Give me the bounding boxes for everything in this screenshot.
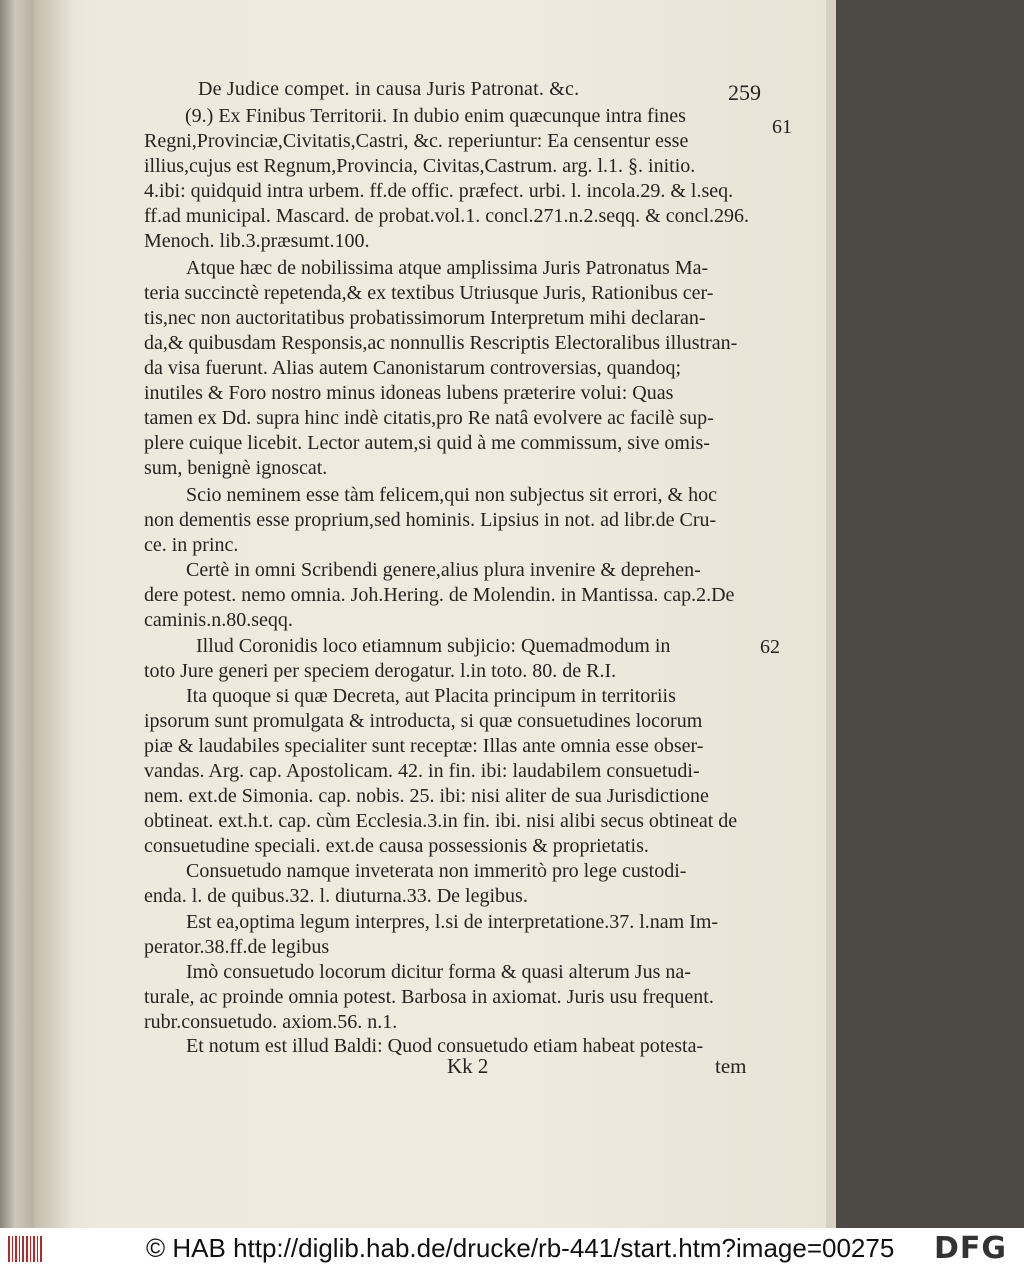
text-line: consuetudine speciali. ext.de causa possessionis & proprietatis. xyxy=(144,835,649,857)
text-line: Est ea,optima legum interpres, l.si de interpretatione.37. l.nam Im- xyxy=(186,911,719,933)
text-line: caminis.n.80.seqq. xyxy=(144,609,293,631)
signature-mark: Kk 2 xyxy=(447,1054,489,1078)
text-line: teria succinctè repetenda,& ex textibus Utriusque Juris, Rationibus cer- xyxy=(144,282,714,304)
text-line: Atque hæc de nobilissima atque amplissima Juris Patronatus Ma- xyxy=(186,257,709,279)
text-line: enda. l. de quibus.32. l. diuturna.33. De legibus. xyxy=(144,885,528,907)
text-line: obtineat. ext.h.t. cap. cùm Ecclesia.3.in fin. ibi. nisi alibi secus obtineat de xyxy=(144,810,738,832)
page-number: 259 xyxy=(728,80,761,105)
text-line: piæ & laudabiles specialiter sunt receptæ: Illas ante omnia esse obser- xyxy=(144,735,704,757)
text-line: da,& quibusdam Responsis,ac nonnullis Rescriptis Electoralibus illustran- xyxy=(144,332,738,354)
text-line: Ita quoque si quæ Decreta, aut Placita principum in territoriis xyxy=(186,685,676,707)
text-line: Menoch. lib.3.præsumt.100. xyxy=(144,230,370,252)
text-line: plere cuique licebit. Lector autem,si quid à me commissum, sive omis- xyxy=(144,432,710,454)
dfg-logo: DFG xyxy=(934,1231,1008,1266)
margin-note-61: 61 xyxy=(772,116,792,138)
text-line: ff.ad municipal. Mascard. de probat.vol.1. concl.271.n.2.seqq. & concl.296. xyxy=(144,205,750,227)
text-line: Et notum est illud Baldi: Quod consuetudo etiam habeat potesta- xyxy=(186,1035,704,1057)
binding-shadow xyxy=(34,0,74,1228)
book-gutter xyxy=(0,0,34,1228)
text-line: non dementis esse proprium,sed hominis. Lipsius in not. ad libr.de Cru- xyxy=(144,509,717,531)
text-line: vandas. Arg. cap. Apostolicam. 42. in fin. ibi: laudabilem consuetudi- xyxy=(144,760,700,782)
text-line: Illud Coronidis loco etiamnum subjicio: Quemadmodum in xyxy=(196,635,671,657)
text-line: Regni,Provinciæ,Civitatis,Castri, &c. reperiuntur: Ea censentur esse xyxy=(144,130,689,152)
catchword: tem xyxy=(715,1054,747,1078)
text-line: Imò consuetudo locorum dicitur forma & quasi alterum Jus na- xyxy=(186,961,691,983)
text-line: turale, ac proinde omnia potest. Barbosa in axiomat. Juris usu frequent. xyxy=(144,986,714,1008)
text-line: toto Jure generi per speciem derogatur. l.in toto. 80. de R.I. xyxy=(144,660,617,682)
text-line: 4.ibi: quidquid intra urbem. ff.de offic. præfect. urbi. l. incola.29. & l.seq. xyxy=(144,180,734,202)
running-header: De Judice compet. in causa Juris Patronat. &c. xyxy=(198,78,580,100)
text-line: nem. ext.de Simonia. cap. nobis. 25. ibi: nisi aliter de sua Jurisdictione xyxy=(144,785,709,807)
text-line: sum, benignè ignoscat. xyxy=(144,457,328,479)
text-line: inutiles & Foro nostro minus idoneas lubens præterire volui: Quas xyxy=(144,382,674,404)
margin-note-62: 62 xyxy=(760,636,780,658)
text-line: tis,nec non auctoritatibus probatissimorum Interpretum mihi declaran- xyxy=(144,307,706,329)
text-line: tamen ex Dd. supra hinc indè citatis,pro Re natâ evolvere ac facilè sup- xyxy=(144,407,714,429)
text-line: Certè in omni Scribendi genere,alius plura invenire & deprehen- xyxy=(186,559,701,581)
barcode-lines-icon xyxy=(8,1236,42,1262)
text-line: da visa fuerunt. Alias autem Canonistarum controversias, quandoq; xyxy=(144,357,682,379)
footer-bar xyxy=(0,1228,1024,1268)
copyright-link[interactable]: © HAB http://diglib.hab.de/drucke/rb-441/start.htm?image=00275 xyxy=(146,1233,895,1263)
page-edge xyxy=(826,0,836,1228)
text-line: ce. in princ. xyxy=(144,534,239,556)
text-line: illius,cujus est Regnum,Provincia, Civitas,Castrum. arg. l.1. §. initio. xyxy=(144,155,696,177)
text-line: perator.38.ff.de legibus xyxy=(144,936,330,958)
text-line: Consuetudo namque inveterata non immeritò pro lege custodi- xyxy=(186,860,687,882)
text-line: dere potest. nemo omnia. Joh.Hering. de Molendin. in Mantissa. cap.2.De xyxy=(144,584,735,606)
text-line: (9.) Ex Finibus Territorii. In dubio enim quæcunque intra fines xyxy=(185,105,686,127)
text-line: rubr.consuetudo. axiom.56. n.1. xyxy=(144,1011,398,1033)
text-line: ipsorum sunt promulgata & introducta, si quæ consuetudines locorum xyxy=(144,710,703,732)
text-line: Scio neminem esse tàm felicem,qui non subjectus sit errori, & hoc xyxy=(186,484,717,506)
